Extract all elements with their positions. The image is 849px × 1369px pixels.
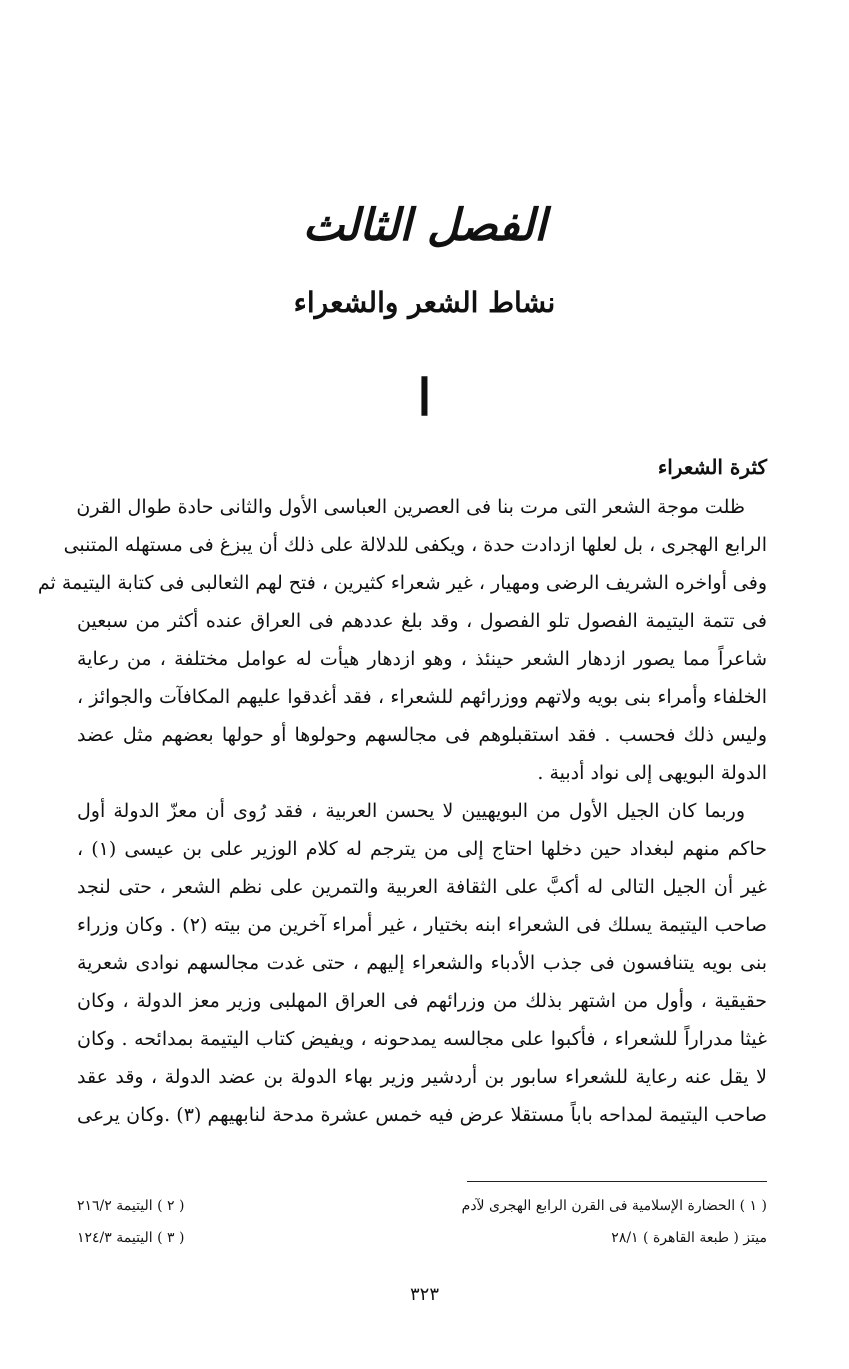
subheading: كثرة الشعراء (657, 455, 767, 479)
paragraph-1 (37, 488, 767, 792)
footnote-2: ( ٢ ) اليتيمة ٢١٦/٢ (77, 1198, 185, 1214)
text-line: الخلفاء وأمراء بنى بويه ولاتهم ووزرائهم للشعراء ، فقد أغدقوا عليهم المكافآت والجوائز ، (77, 686, 767, 708)
footnote-3: ( ٣ ) اليتيمة ١٢٤/٣ (77, 1230, 185, 1246)
text-line: وفى أواخره الشريف الرضى ومهيار ، غير شعراء كثيرين ، فتح لهم الثعالبى فى كتابة اليتيمة ثم (37, 572, 767, 594)
footnote-1: ( ١ ) الحضارة الإسلامية فى القرن الرابع الهجرى لآدم (461, 1198, 767, 1214)
footnotes (77, 1190, 767, 1254)
text-line: حقيقية ، وأول من اشتهر بذلك من وزرائهم فى العراق المهلبى وزير معز الدولة ، وكان (77, 990, 767, 1012)
chapter-title: الفصل الثالث (302, 200, 547, 251)
text-line: وربما كان الجيل الأول من البويهيين لا يحسن العربية ، فقد رُوى أن معزّ الدولة أول (77, 800, 745, 822)
text-line: ظلت موجة الشعر التى مرت بنا فى العصرين العباسى الأول والثانى حادة طوال القرن (76, 496, 745, 518)
text-line: شاعراً مما يصور ازدهار الشعر حينئذ ، وهو ازدهار هيأت له عوامل مختلفة ، من رعاية (77, 648, 767, 670)
text-line: حاكم منهم لبغداد حين دخلها احتاج إلى من يترجم له كلام الوزير على بن عيسى (١) ، (77, 838, 767, 860)
text-line: الدولة البويهى إلى نواد أدبية . (537, 762, 767, 784)
footnote-1-continued: ميتز ( طبعة القاهرة ) ٢٨/١ (611, 1230, 767, 1246)
text-line: وليس ذلك فحسب . فقد استقبلوهم فى مجالسهم وحولوها أو حولها بعضهم مثل عضد (77, 724, 767, 746)
text-line: فى تتمة اليتيمة الفصول تلو الفصول ، وقد بلغ عددهم فى العراق عنده أكثر من سبعين (77, 610, 767, 632)
text-line: صاحب اليتيمة يسلك فى الشعراء ابنه بختيار ، غير أمراء آخرين من بيته (٢) . وكان وزراء (77, 914, 768, 936)
text-line: بنى بويه يتنافسون فى جذب الأدباء والشعراء إليهم ، حتى غدت مجالسهم نوادى شعرية (77, 952, 767, 974)
section-number: ا (417, 368, 432, 427)
footnote-divider (467, 1181, 767, 1182)
section-title: نشاط الشعر والشعراء (293, 286, 556, 319)
page-number: ٣٢٣ (409, 1284, 439, 1305)
text-line: غير أن الجيل التالى له أكبَّ على الثقافة العربية والتمرين على نظم الشعر ، حتى لنجد (77, 876, 767, 898)
paragraph-2 (77, 792, 767, 1134)
text-line: لا يقل عنه رعاية للشعراء سابور بن أردشير وزير بهاء الدولة بن عضد الدولة ، وقد عقد (77, 1066, 767, 1088)
text-line: الرابع الهجرى ، بل لعلها ازدادت حدة ، ويكفى للدلالة على ذلك أن يبزغ فى مستهله المتنبى (63, 534, 767, 556)
footnote-row (77, 1190, 767, 1222)
footnote-row (77, 1222, 767, 1254)
text-line: غيثا مدراراً للشعراء ، فأكبوا على مجالسه يمدحونه ، ويفيض كتاب اليتيمة بمدائحه . وكان (77, 1028, 767, 1050)
text-line: صاحب اليتيمة لمداحه باباً مستقلا عرض فيه خمس عشرة مدحة لنابهيهم (٣) .وكان يرعى (77, 1104, 767, 1126)
body-text (37, 450, 768, 1134)
